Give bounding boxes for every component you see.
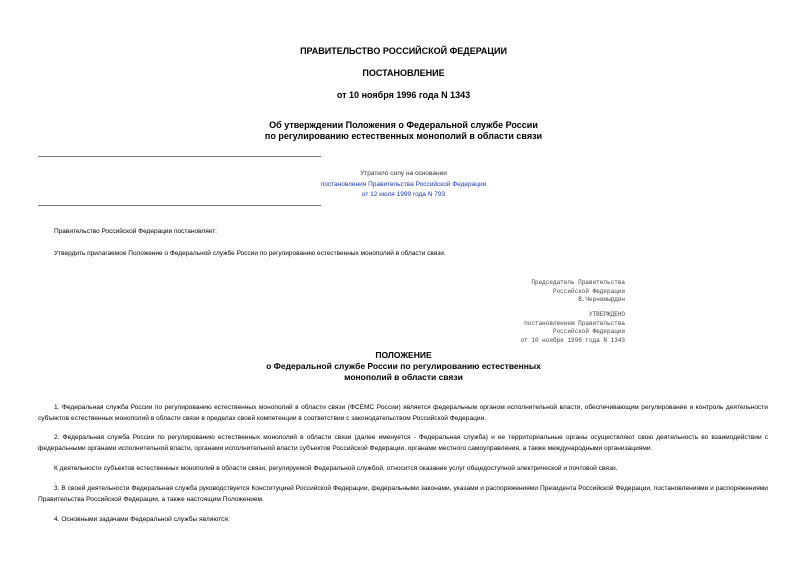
- regulation-subtitle-line-2: монополий в области связи: [344, 372, 463, 382]
- divider-bottom: [38, 205, 321, 206]
- regulation-paragraph-2: 2. Федеральная служба России по регулированию естественных монополий в области связи (далее именуется - Федеральная служба) и ее территориальные органы осуществляют свою деятельность во взаимодействии с федеральными органами исполнительной власти, органами исполнительной власти субъектов Российской Федерации, органами местного самоуправления, а также международными организациями.: [38, 434, 768, 452]
- approved-stamp-line-2: постановлением Правительства: [524, 319, 625, 327]
- signature-line-2: Российской Федерации: [552, 287, 625, 295]
- government-heading: ПРАВИТЕЛЬСТВО РОССИЙСКОЙ ФЕДЕРАЦИИ: [300, 46, 507, 56]
- document-title-line-1: Об утверждении Положения о Федеральной службе России: [269, 120, 538, 130]
- approved-stamp-line-1: УТВЕРЖДЕНО: [588, 311, 625, 318]
- regulation-paragraph-5: 4. Основными задачами Федеральной службы являются:: [54, 516, 230, 523]
- regulation-paragraph-3: К деятельности субъектов естественных монополий в области связи, регулируемой Федеральной службой, относится оказание услуг общедоступной электрической и почтовой связи.: [54, 465, 618, 472]
- document-title-line-2: по регулированию естественных монополий в области связи: [264, 131, 543, 141]
- document-type-heading: ПОСТАНОВЛЕНИЕ: [362, 68, 445, 78]
- regulation-title: ПОЛОЖЕНИЕ: [375, 350, 432, 360]
- approved-stamp-line-3: Российской Федерации: [552, 328, 625, 335]
- signature-line-3: В.Черномырдин: [578, 296, 625, 303]
- status-note-text: Утратило силу на основании: [360, 170, 447, 177]
- preamble-decrees: Правительство Российской Федерации постановляет:: [54, 228, 217, 235]
- regulation-paragraph-1: 1. Федеральная служба России по регулированию естественных монополий в области связи (ФСЕМС России) является федеральным органом исполнительной власти, обеспечивающим регулирование и контроль деятельности субъектов естественных монополий в области связи в пределах своей компетенции в соответствии с законодательством Российской Федерации.: [38, 404, 768, 422]
- repeal-link-line-1[interactable]: постановления Правительства Российской Федерации: [320, 181, 487, 188]
- regulation-subtitle-line-1: о Федеральной службе России по регулированию естественных: [266, 361, 541, 371]
- approved-stamp-line-4: от 10 ноября 1996 года N 1343: [520, 336, 625, 344]
- approved-stamp: [521, 311, 625, 345]
- signature-block: [531, 279, 625, 305]
- preamble-approve: Утвердить прилагаемое Положение о Федеральной службе России по регулированию естественных монополий в области связи.: [54, 250, 446, 257]
- divider-top: [38, 156, 321, 157]
- repeal-link-line-2[interactable]: от 12 июля 1999 года N 793: [361, 191, 446, 198]
- regulation-paragraph-4: 3. В своей деятельности Федеральная служба руководствуется Конституцией Российской Федерации, федеральными законами, указами и распоряжениями Президента Российской Федерации, постановлениями и распоряжениями Правительства Российской Федерации, а также настоящим Положением.: [38, 485, 768, 503]
- signature-line-1: Председатель Правительства: [531, 279, 625, 286]
- document-date-number: от 10 ноября 1996 года N 1343: [336, 90, 471, 100]
